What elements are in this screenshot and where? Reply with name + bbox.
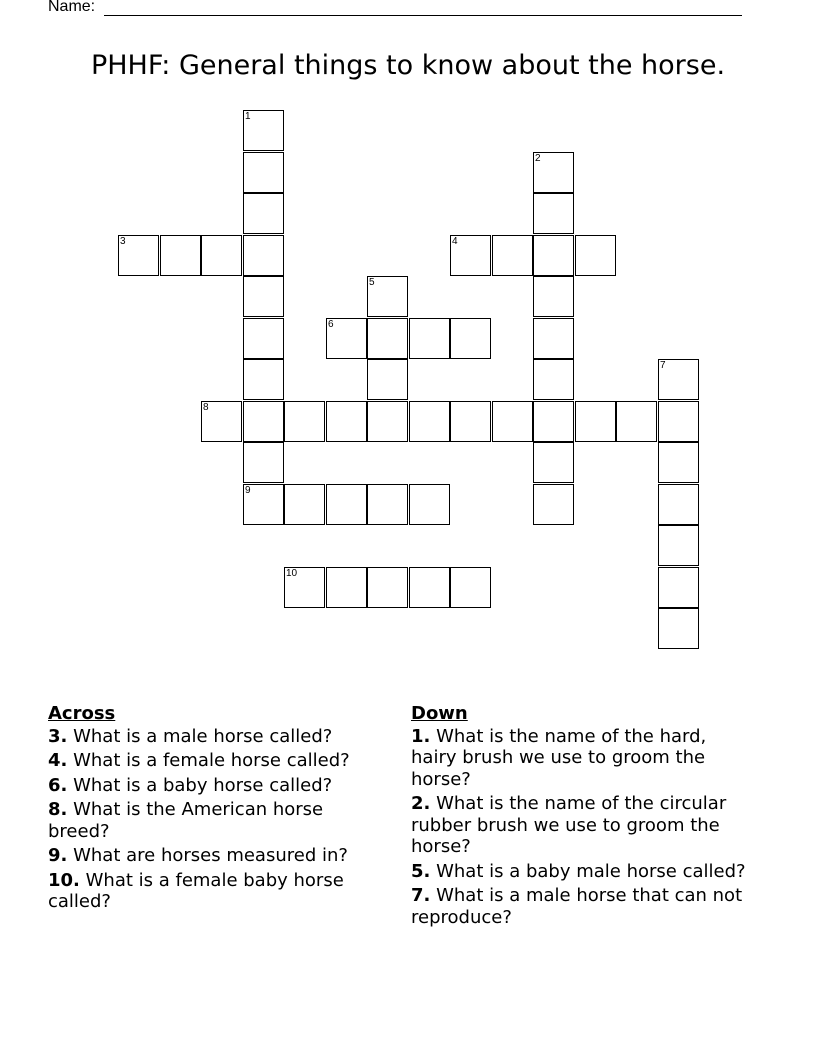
clue-text: What is the name of the circular rubber brush we use to groom the horse?	[411, 793, 727, 857]
crossword-cell[interactable]	[409, 318, 450, 359]
crossword-cell[interactable]	[533, 235, 574, 276]
clue-text: What is a baby horse called?	[67, 774, 333, 796]
crossword-cell[interactable]	[533, 442, 574, 483]
crossword-cell[interactable]	[367, 484, 408, 525]
crossword-cell[interactable]	[201, 401, 242, 442]
clue-text: What is the name of the hard, hairy brush we use to groom the horse?	[411, 725, 707, 790]
across-clues	[48, 703, 388, 916]
crossword-cell[interactable]	[243, 193, 284, 234]
crossword-cell[interactable]	[575, 401, 616, 442]
crossword-cell[interactable]	[284, 484, 325, 525]
clue-number: 4.	[48, 750, 68, 771]
clue-item	[48, 799, 388, 842]
clue-number: 3.	[48, 725, 68, 747]
clue-text: What is a baby male horse called?	[430, 860, 746, 882]
down-clue-list	[411, 726, 751, 929]
crossword-cell[interactable]	[243, 235, 284, 276]
clue-number: 2.	[411, 793, 431, 814]
crossword-cell[interactable]	[409, 401, 450, 442]
crossword-cell[interactable]	[243, 359, 284, 400]
clue-number: 9.	[48, 845, 68, 866]
crossword-cell[interactable]	[658, 525, 699, 566]
crossword-cell[interactable]	[658, 442, 699, 483]
cell-number: 5	[369, 277, 375, 288]
crossword-cell[interactable]	[326, 567, 367, 608]
crossword-cell[interactable]	[658, 359, 699, 400]
crossword-cell[interactable]	[533, 276, 574, 317]
crossword-cell[interactable]	[616, 401, 657, 442]
crossword-cell[interactable]	[367, 318, 408, 359]
crossword-cell[interactable]	[243, 152, 284, 193]
crossword-cell[interactable]	[118, 235, 159, 276]
crossword-cell[interactable]	[243, 276, 284, 317]
crossword-cell[interactable]	[450, 318, 491, 359]
clue-number: 10.	[48, 869, 80, 891]
crossword-cell[interactable]	[160, 235, 201, 276]
across-heading: Across	[48, 703, 116, 724]
crossword-cell[interactable]	[533, 359, 574, 400]
crossword-cell[interactable]	[284, 401, 325, 442]
crossword-cell[interactable]	[658, 567, 699, 608]
clue-number: 1.	[411, 725, 431, 747]
clue-item	[411, 885, 751, 928]
crossword-cell[interactable]	[326, 401, 367, 442]
crossword-cell[interactable]	[658, 401, 699, 442]
clue-text: What is a male horse called?	[67, 725, 333, 747]
crossword-cell[interactable]	[450, 401, 491, 442]
crossword-cell[interactable]	[367, 276, 408, 317]
name-label: Name:	[48, 0, 96, 15]
clue-item	[411, 726, 751, 791]
clue-text: What is a female horse called?	[67, 750, 350, 771]
cell-number: 1	[245, 111, 251, 122]
crossword-cell[interactable]	[409, 484, 450, 525]
cell-number: 4	[452, 236, 458, 247]
crossword-cell[interactable]	[367, 359, 408, 400]
crossword-cell[interactable]	[658, 608, 699, 649]
crossword-cell[interactable]	[450, 235, 491, 276]
crossword-cell[interactable]	[367, 567, 408, 608]
clue-item	[48, 775, 388, 797]
crossword-cell[interactable]	[492, 401, 533, 442]
crossword-cell[interactable]	[533, 318, 574, 359]
clue-number: 6.	[48, 774, 68, 796]
crossword-cell[interactable]	[575, 235, 616, 276]
down-heading: Down	[411, 703, 468, 724]
crossword-cell[interactable]	[409, 567, 450, 608]
crossword-cell[interactable]	[533, 484, 574, 525]
cell-number: 3	[120, 236, 126, 247]
crossword-cell[interactable]	[450, 567, 491, 608]
down-clues	[411, 703, 751, 931]
crossword-cell[interactable]	[367, 401, 408, 442]
crossword-cell[interactable]	[201, 235, 242, 276]
crossword-cell[interactable]	[533, 152, 574, 193]
clue-number: 5.	[411, 860, 431, 882]
crossword-cell[interactable]	[243, 110, 284, 151]
across-clue-list	[48, 726, 388, 913]
crossword-cell[interactable]	[243, 484, 284, 525]
cell-number: 7	[660, 360, 666, 371]
clue-text: What is a male horse that can not reproduce?	[411, 885, 743, 928]
crossword-cell[interactable]	[326, 484, 367, 525]
crossword-cell[interactable]	[284, 567, 325, 608]
crossword-cell[interactable]	[492, 235, 533, 276]
cell-number: 6	[328, 319, 334, 330]
clue-item	[48, 726, 388, 748]
clue-text: What is a female baby horse called?	[48, 869, 344, 912]
crossword-cell[interactable]	[243, 442, 284, 483]
clue-text: What are horses measured in?	[67, 845, 348, 866]
clue-item	[48, 870, 388, 913]
clue-item	[48, 750, 388, 772]
crossword-cell[interactable]	[533, 193, 574, 234]
crossword-cell[interactable]	[243, 401, 284, 442]
crossword-cell[interactable]	[658, 484, 699, 525]
cell-number: 9	[245, 485, 251, 496]
clue-item	[411, 861, 751, 883]
clue-number: 7.	[411, 885, 431, 906]
cell-number: 10	[286, 568, 298, 579]
clue-item	[411, 793, 751, 858]
clue-number: 8.	[48, 799, 68, 820]
crossword-cell[interactable]	[533, 401, 574, 442]
clue-text: What is the American horse breed?	[48, 799, 324, 842]
page-title: PHHF: General things to know about the horse.	[90, 50, 726, 81]
crossword-cell[interactable]	[326, 318, 367, 359]
cell-number: 2	[535, 153, 541, 164]
cell-number: 8	[203, 402, 209, 413]
crossword-cell[interactable]	[243, 318, 284, 359]
clue-item	[48, 845, 388, 867]
